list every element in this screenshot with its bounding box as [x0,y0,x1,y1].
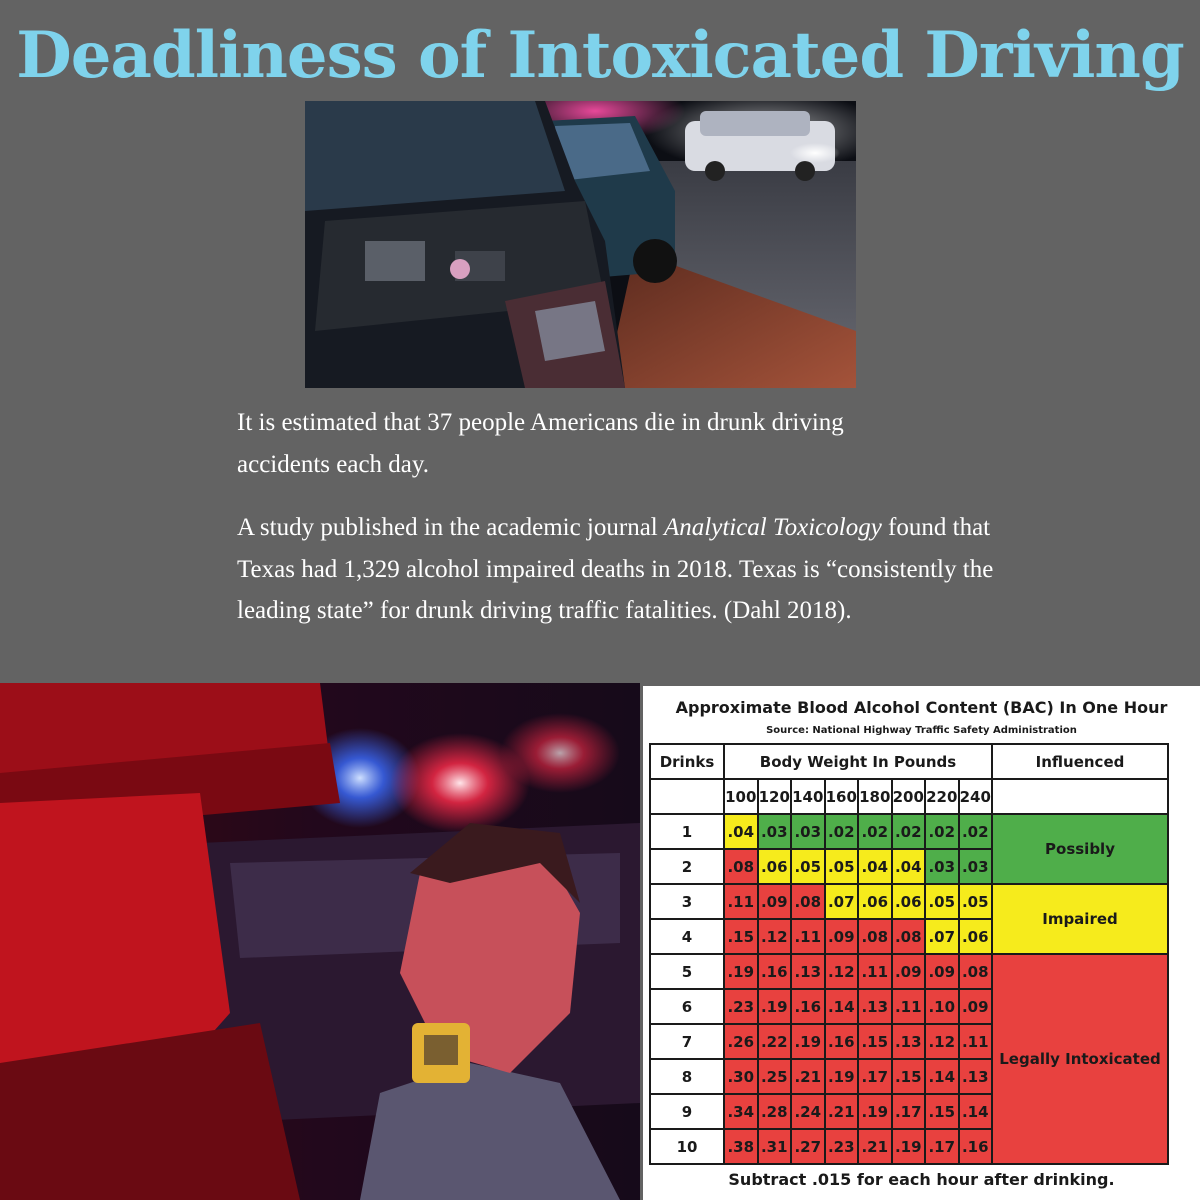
bac-value-cell: .28 [757,1093,793,1130]
bac-value-cell: .12 [824,953,860,990]
page-title: Deadliness of Intoxicated Driving [16,18,1184,93]
bac-value-cell: .17 [857,1058,893,1095]
bac-value-cell: .25 [757,1058,793,1095]
bac-value-cell: .11 [891,988,927,1025]
bac-value-cell: .04 [723,813,759,850]
bac-value-cell: .13 [857,988,893,1025]
drinks-count-cell: 6 [649,988,725,1025]
bac-value-cell: .08 [958,953,994,990]
drinks-count-cell: 1 [649,813,725,850]
car-crash-photo [305,101,856,388]
weight-header-cell: 140 [790,778,826,815]
body-weight-header: Body Weight In Pounds [723,743,993,780]
bac-value-cell: .19 [723,953,759,990]
bac-value-cell: .13 [790,953,826,990]
bac-value-cell: .06 [757,848,793,885]
bac-value-cell: .08 [891,918,927,955]
bac-value-cell: .03 [790,813,826,850]
bac-value-cell: .19 [757,988,793,1025]
bac-value-cell: .09 [891,953,927,990]
bac-value-cell: .19 [824,1058,860,1095]
drinks-count-cell: 2 [649,848,725,885]
article-text [237,402,1017,654]
weight-header-cell: 100 [723,778,759,815]
bac-value-cell: .21 [790,1058,826,1095]
bac-value-cell: .03 [924,848,960,885]
bac-value-cell: .23 [723,988,759,1025]
bac-value-cell: .31 [757,1128,793,1165]
bac-value-cell: .06 [857,883,893,920]
bac-value-cell: .08 [723,848,759,885]
bac-value-cell: .15 [857,1023,893,1060]
drinks-header-blank [649,778,725,815]
bac-value-cell: .07 [924,918,960,955]
bac-value-cell: .05 [824,848,860,885]
weight-header-cell: 180 [857,778,893,815]
bac-value-cell: .24 [790,1093,826,1130]
bac-value-cell: .07 [824,883,860,920]
bac-value-cell: .09 [824,918,860,955]
drinks-count-cell: 8 [649,1058,725,1095]
bac-value-cell: .19 [891,1128,927,1165]
drinks-count-cell: 3 [649,883,725,920]
bac-value-cell: .14 [924,1058,960,1095]
bac-value-cell: .05 [958,883,994,920]
bac-value-cell: .16 [958,1128,994,1165]
drinks-count-cell: 10 [649,1128,725,1165]
bac-value-cell: .19 [857,1093,893,1130]
bac-value-cell: .10 [924,988,960,1025]
bac-value-cell: .11 [790,918,826,955]
influence-label: Impaired [991,883,1169,955]
drinks-count-cell: 7 [649,1023,725,1060]
bac-value-cell: .21 [824,1093,860,1130]
bac-value-cell: .05 [790,848,826,885]
bac-value-cell: .06 [891,883,927,920]
bac-value-cell: .16 [790,988,826,1025]
weight-header-cell: 220 [924,778,960,815]
bac-value-cell: .21 [857,1128,893,1165]
bac-value-cell: .11 [723,883,759,920]
study-text-before: A study published in the academic journal [237,514,664,541]
bac-value-cell: .19 [790,1023,826,1060]
bac-value-cell: .06 [958,918,994,955]
bac-value-cell: .02 [891,813,927,850]
bac-value-cell: .16 [757,953,793,990]
influence-label: Legally Intoxicated [991,953,1169,1165]
bac-value-cell: .12 [924,1023,960,1060]
bac-value-cell: .08 [790,883,826,920]
bac-value-cell: .27 [790,1128,826,1165]
bac-value-cell: .09 [958,988,994,1025]
bac-value-cell: .17 [924,1128,960,1165]
bac-value-cell: .17 [891,1093,927,1130]
bac-value-cell: .03 [958,848,994,885]
drinks-count-cell: 4 [649,918,725,955]
influenced-header-blank [991,778,1169,815]
bac-value-cell: .14 [958,1093,994,1130]
weight-header-cell: 200 [891,778,927,815]
influenced-header: Influenced [991,743,1169,780]
bac-value-cell: .09 [924,953,960,990]
bac-value-cell: .23 [824,1128,860,1165]
drinks-count-cell: 5 [649,953,725,990]
bac-value-cell: .30 [723,1058,759,1095]
bac-value-cell: .13 [958,1058,994,1095]
bac-value-cell: .03 [757,813,793,850]
bac-value-cell: .04 [857,848,893,885]
bac-value-cell: .26 [723,1023,759,1060]
study-text-after: found that Texas had 1,329 alcohol impaired deaths in 2018. Texas is “consistently the leading state” for drunk driving traffic fatalities. (Dahl 2018). [237,514,994,624]
bac-value-cell: .02 [958,813,994,850]
bac-value-cell: .13 [891,1023,927,1060]
bac-value-cell: .22 [757,1023,793,1060]
bac-value-cell: .11 [958,1023,994,1060]
drinks-count-cell: 9 [649,1093,725,1130]
bac-value-cell: .14 [824,988,860,1025]
bac-value-cell: .15 [891,1058,927,1095]
bac-value-cell: .02 [924,813,960,850]
bac-value-cell: .11 [857,953,893,990]
bac-value-cell: .02 [857,813,893,850]
journal-name: Analytical Toxicology [664,514,882,541]
paragraph-texas-study [237,507,1017,632]
weight-header-cell: 120 [757,778,793,815]
weight-header-cell: 160 [824,778,860,815]
bac-value-cell: .15 [924,1093,960,1130]
influence-label: Possibly [991,813,1169,885]
bac-value-cell: .12 [757,918,793,955]
bac-value-cell: .15 [723,918,759,955]
bac-value-cell: .05 [924,883,960,920]
bac-chart-footer: Subtract .015 for each hour after drinking. [728,1170,1115,1189]
bac-value-cell: .08 [857,918,893,955]
weight-header-cell: 240 [958,778,994,815]
bac-chart-source: Source: National Highway Traffic Safety Administration [766,725,1077,736]
breathalyzer-photo [0,683,640,1200]
drinks-header: Drinks [649,743,725,780]
bac-value-cell: .16 [824,1023,860,1060]
bac-value-cell: .09 [757,883,793,920]
bac-value-cell: .34 [723,1093,759,1130]
bac-value-cell: .04 [891,848,927,885]
bac-value-cell: .38 [723,1128,759,1165]
bac-chart-title: Approximate Blood Alcohol Content (BAC) In One Hour [675,698,1168,717]
bac-chart [643,686,1200,1200]
bac-value-cell: .02 [824,813,860,850]
paragraph-deaths-per-day: It is estimated that 37 people Americans die in drunk driving accidents each day. [237,409,844,478]
